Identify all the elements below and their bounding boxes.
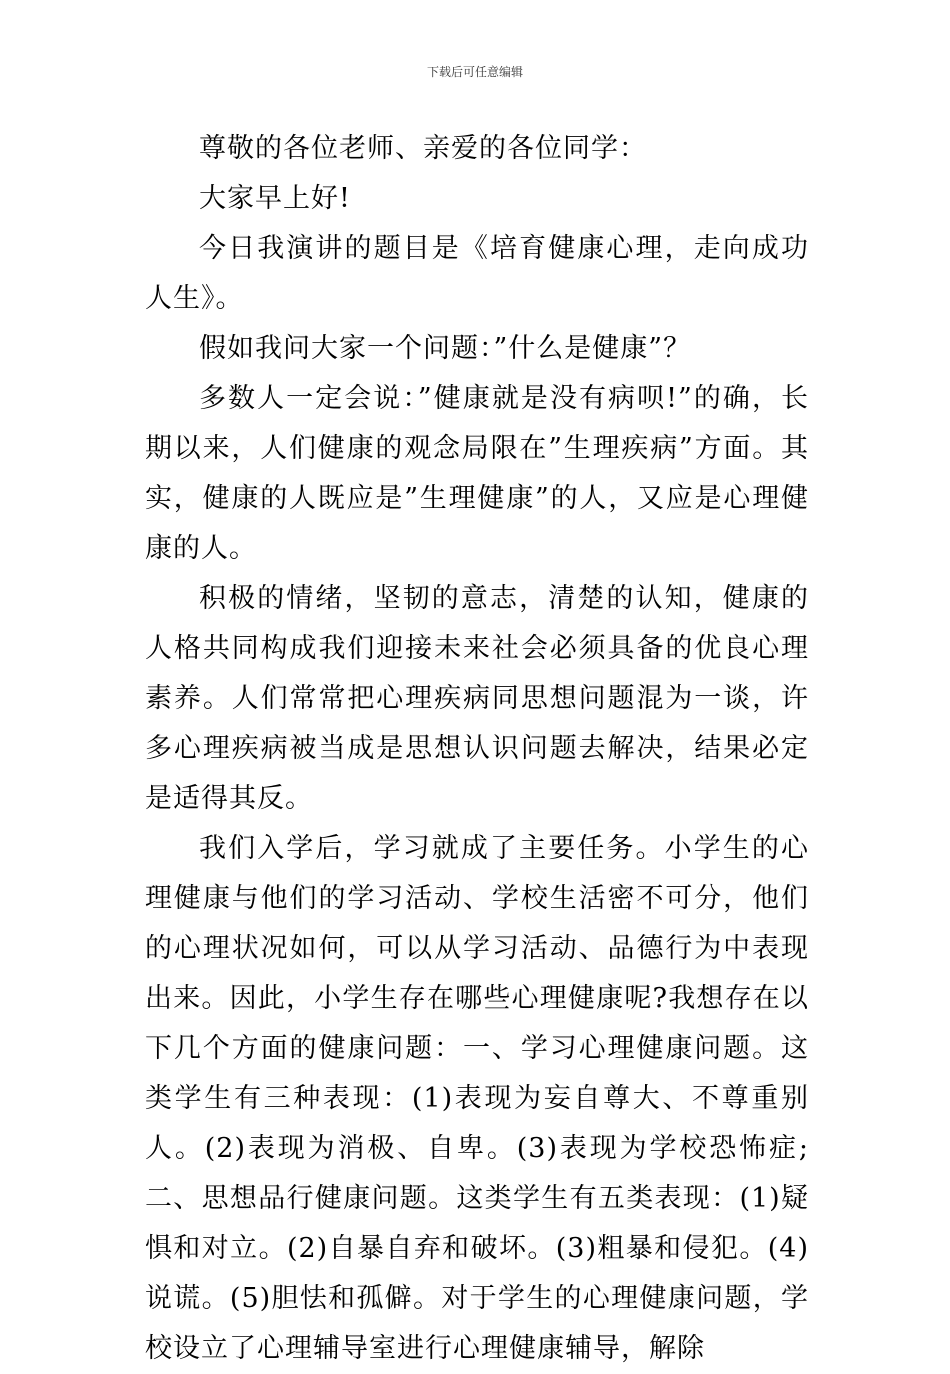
paragraph-salutation: 尊敬的各位老师、亲爱的各位同学： — [199, 133, 647, 164]
document-body — [145, 124, 809, 1374]
paragraph-greeting: 大家早上好! — [199, 183, 351, 214]
page-header: 下载后可任意编辑 — [426, 65, 523, 79]
paragraph-mental-qualities: 积极的情绪，坚韧的意志，清楚的认知，健康的人格共同构成我们迎接未来社会必须具备的优良心理素养。人们常常把心理疾病同思想问题混为一谈，许多心理疾病被当成是思想认识问题去解决，结果必定是适得其反。 — [145, 583, 809, 814]
paragraph-health-concept: 多数人一定会说：”健康就是没有病呗!”的确，长期以来，人们健康的观念局限在”生理疾病”方面。其实，健康的人既应是”生理健康”的人，又应是心理健康的人。 — [145, 383, 809, 564]
paragraph-question: 假如我问大家一个问题：”什么是健康”？ — [199, 333, 692, 364]
paragraph-student-issues: 我们入学后，学习就成了主要任务。小学生的心理健康与他们的学习活动、学校生活密不可分，他们的心理状况如何，可以从学习活动、品德行为中表现出来。因此，小学生存在哪些心理健康呢?我想存在以下几个方面的健康问题：一、学习心理健康问题。这类学生有三种表现：(1)表现为妄自尊大、不尊重别人。(2)表现为消极、自卑。(3)表现为学校恐怖症;二、思想品行健康问题。这类学生有五类表现：(1)疑惧和对立。(2)自暴自弃和破坏。(3)粗暴和侵犯。(4)说谎。(5)胆怯和孤僻。对于学生的心理健康问题，学校设立了心理辅导室进行心理健康辅导，解除 — [145, 833, 809, 1364]
paragraph-topic: 今日我演讲的题目是《培育健康心理，走向成功人生》。 — [145, 233, 809, 314]
